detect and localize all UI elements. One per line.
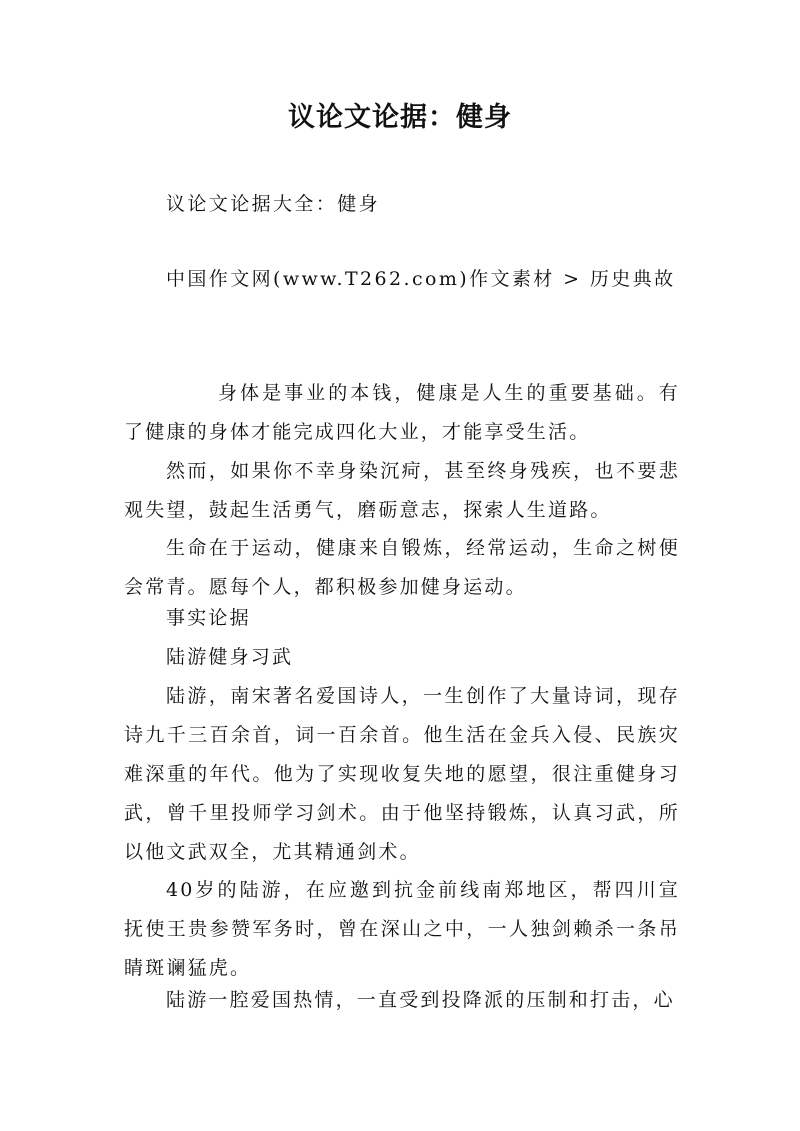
document-subtitle: 议论文论据大全：健身: [166, 193, 381, 215]
document-title: 议论文论据：健身: [288, 102, 512, 133]
story-heading: 陆游健身习武: [166, 646, 294, 668]
paragraph: 40岁的陆游，在应邀到抗金前线南郑地区，帮四川宣抚使王贵参赞军务时，曾在深山之中，一人独剑赖杀一条吊睛斑谰猛虎。: [124, 879, 680, 979]
paragraph: 陆游一腔爱国热情，一直受到投降派的压制和打击，心: [166, 989, 675, 1011]
source-breadcrumb: 中国作文网(www.T262.com)作文素材 > 历史典故: [166, 268, 676, 290]
paragraph: 陆游，南宋著名爱国诗人，一生创作了大量诗词，现存诗九千三百余首，词一百余首。他生活在金兵入侵、民族灾难深重的年代。他为了实现收复失地的愿望，很注重健身习武，曾千里投师学习剑术。由于他坚持锻炼，认真习武，所以他文武双全，尤其精通剑术。: [124, 685, 680, 863]
paragraph: 生命在于运动，健康来自锻炼，经常运动，生命之树便会常青。愿每个人，都积极参加健身运动。: [124, 537, 680, 598]
section-heading: 事实论据: [166, 607, 251, 629]
paragraph: 然而，如果你不幸身染沉疴，甚至终身残疾，也不要悲观失望，鼓起生活勇气，磨砺意志，探索人生道路。: [124, 460, 680, 521]
paragraph: 身体是事业的本钱，健康是人生的重要基础。有了健康的身体才能完成四化大业，才能享受生活。: [124, 382, 680, 443]
